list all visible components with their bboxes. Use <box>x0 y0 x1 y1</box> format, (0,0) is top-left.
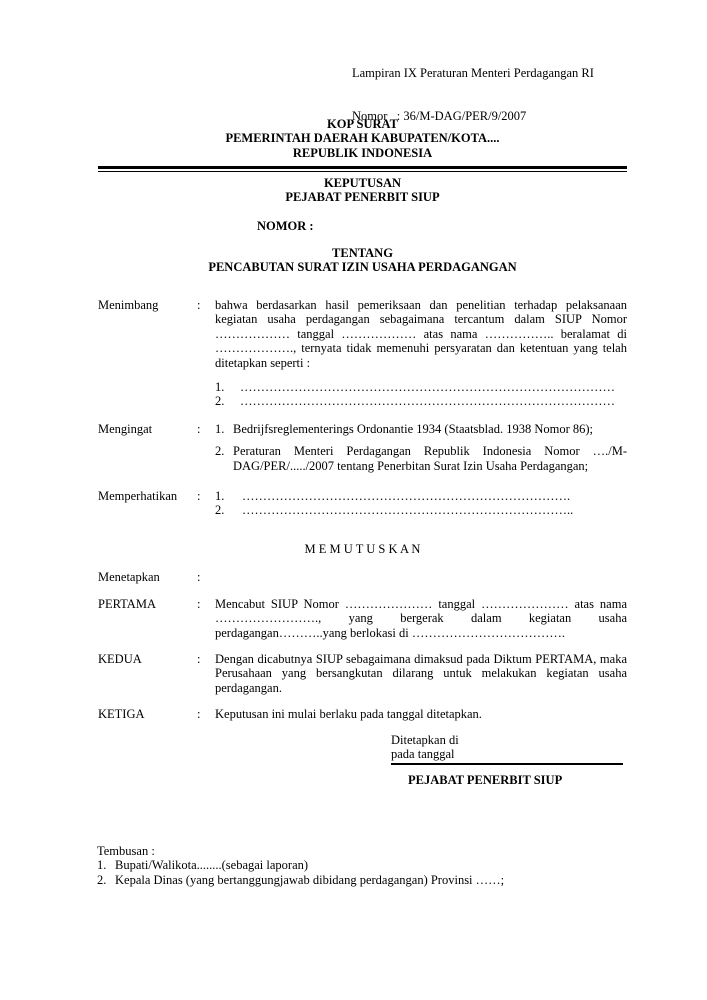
memutuskan-heading: M E M U T U S K A N <box>304 542 421 556</box>
list-item <box>97 858 626 872</box>
closing-block <box>391 733 627 765</box>
letterhead <box>98 117 627 160</box>
pertama-label: PERTAMA <box>98 597 156 611</box>
item-number: 1. <box>215 489 225 503</box>
list-item <box>215 422 627 436</box>
ditetapkan-di-label: Ditetapkan di <box>391 733 459 747</box>
section-menetapkan <box>98 570 627 584</box>
tembusan-title: Tembusan : <box>97 844 155 858</box>
list-item <box>215 394 627 408</box>
menimbang-colon: : <box>197 298 201 312</box>
dotted-blank-line: ……………………………………………………………………………… <box>240 394 615 409</box>
pertama-colon: : <box>197 597 201 611</box>
list-item <box>215 380 627 394</box>
menetapkan-colon: : <box>197 570 201 584</box>
kedua-colon: : <box>197 652 201 666</box>
lampiran-number-line: Nomor : 36/M-DAG/PER/9/2007 <box>352 109 527 124</box>
pada-tanggal-blank: pada tanggal <box>391 747 623 764</box>
list-item <box>97 873 626 887</box>
tembusan-block <box>97 844 626 887</box>
item-number: 2. <box>215 394 225 409</box>
decision-number-label: NOMOR : <box>257 219 314 233</box>
section-pertama <box>98 597 627 640</box>
kedua-label: KEDUA <box>98 652 142 666</box>
item-number: 1. <box>97 858 107 873</box>
decision-title <box>98 176 627 205</box>
letterhead-republik: REPUBLIK INDONESIA <box>292 145 433 160</box>
memperhatikan-items <box>215 489 627 518</box>
mengingat-colon: : <box>197 422 201 436</box>
ketiga-body: Keputusan ini mulai berlaku pada tanggal ditetapkan. <box>215 707 482 721</box>
ketiga-label: KETIGA <box>98 707 145 721</box>
letterhead-kop-surat: KOP SURAT <box>327 117 398 131</box>
item-number: 2. <box>215 503 225 518</box>
menimbang-body: bahwa berdasarkan hasil pemeriksaan dan penelitian terhadap pelaksanaan kegiatan usaha perdagangan sebagaimana tercantum dalam SIUP Nomor ……………… tanggal ……………… atas nama …………….. beralamat di ………………., ternyata tidak memenuhi persyaratan dan ketentuan yang telah ditetapkan seperti : <box>215 298 627 370</box>
letterhead-pemda: PEMERINTAH DAERAH KABUPATEN/KOTA.... <box>225 131 500 146</box>
kedua-body: Dengan dicabutnya SIUP sebagaimana dimaksud pada Diktum PERTAMA, maka Perusahaan yang bersangkutan dilarang untuk melakukan kegiatan usaha perdagangan. <box>215 652 627 695</box>
decision-title-pejabat: PEJABAT PENERBIT SIUP <box>285 190 440 205</box>
dotted-blank-line: ……………………………………………………………………. <box>242 489 571 503</box>
memperhatikan-colon: : <box>197 489 201 503</box>
subject-text: PENCABUTAN SURAT IZIN USAHA PERDAGANGAN <box>208 260 517 275</box>
list-item <box>215 489 627 503</box>
item-number: 2. <box>215 444 225 459</box>
item-number: 1. <box>215 422 225 436</box>
memperhatikan-label: Memperhatikan <box>98 489 178 503</box>
dotted-blank-line: …………………………………………………………………….. <box>242 503 574 518</box>
menetapkan-label: Menetapkan <box>98 570 160 584</box>
mengingat-items <box>215 422 627 473</box>
list-item <box>215 503 627 517</box>
decision-title-keputusan: KEPUTUSAN <box>323 176 402 190</box>
decision-subject <box>98 246 627 275</box>
signatory-title: PEJABAT PENERBIT SIUP <box>408 773 563 787</box>
dotted-blank-line: ……………………………………………………………………………… <box>240 380 615 394</box>
tembusan-recipient: Bupati/Walikota........(sebagai laporan) <box>115 858 309 873</box>
tembusan-recipient: Kepala Dinas (yang bertanggungjawab dibidang perdagangan) Provinsi ……; <box>115 872 505 887</box>
pertama-body: Mencabut SIUP Nomor ………………… tanggal ………………… atas nama ……………………., yang bergerak dalam kegiatan usaha perdagangan………..yang berlokasi di ………………………………. <box>215 597 627 640</box>
mengingat-label: Mengingat <box>98 422 153 436</box>
item-number: 1. <box>215 380 225 394</box>
legal-reference: Bedrijfsreglementerings Ordonantie 1934 (Staatsblad. 1938 Nomor 86); <box>233 422 593 436</box>
legal-reference: Peraturan Menteri Perdagangan Republik Indonesia Nomor …./M-DAG/PER/...../2007 tentang Penerbitan Surat Izin Usaha Perdagangan; <box>233 444 627 473</box>
item-number: 2. <box>97 872 107 887</box>
section-kedua <box>98 652 627 695</box>
lampiran-line: Lampiran IX Peraturan Menteri Perdagangan RI <box>352 65 594 80</box>
menimbang-label: Menimbang <box>98 298 159 312</box>
section-mengingat <box>98 422 627 473</box>
section-memperhatikan <box>98 489 627 518</box>
letterhead-divider <box>98 166 627 172</box>
section-menimbang <box>98 298 627 370</box>
tentang-label: TENTANG <box>332 246 393 260</box>
ketiga-colon: : <box>197 707 201 721</box>
section-ketiga <box>98 707 627 721</box>
list-item <box>215 444 627 473</box>
menimbang-conditions-list <box>215 380 627 409</box>
